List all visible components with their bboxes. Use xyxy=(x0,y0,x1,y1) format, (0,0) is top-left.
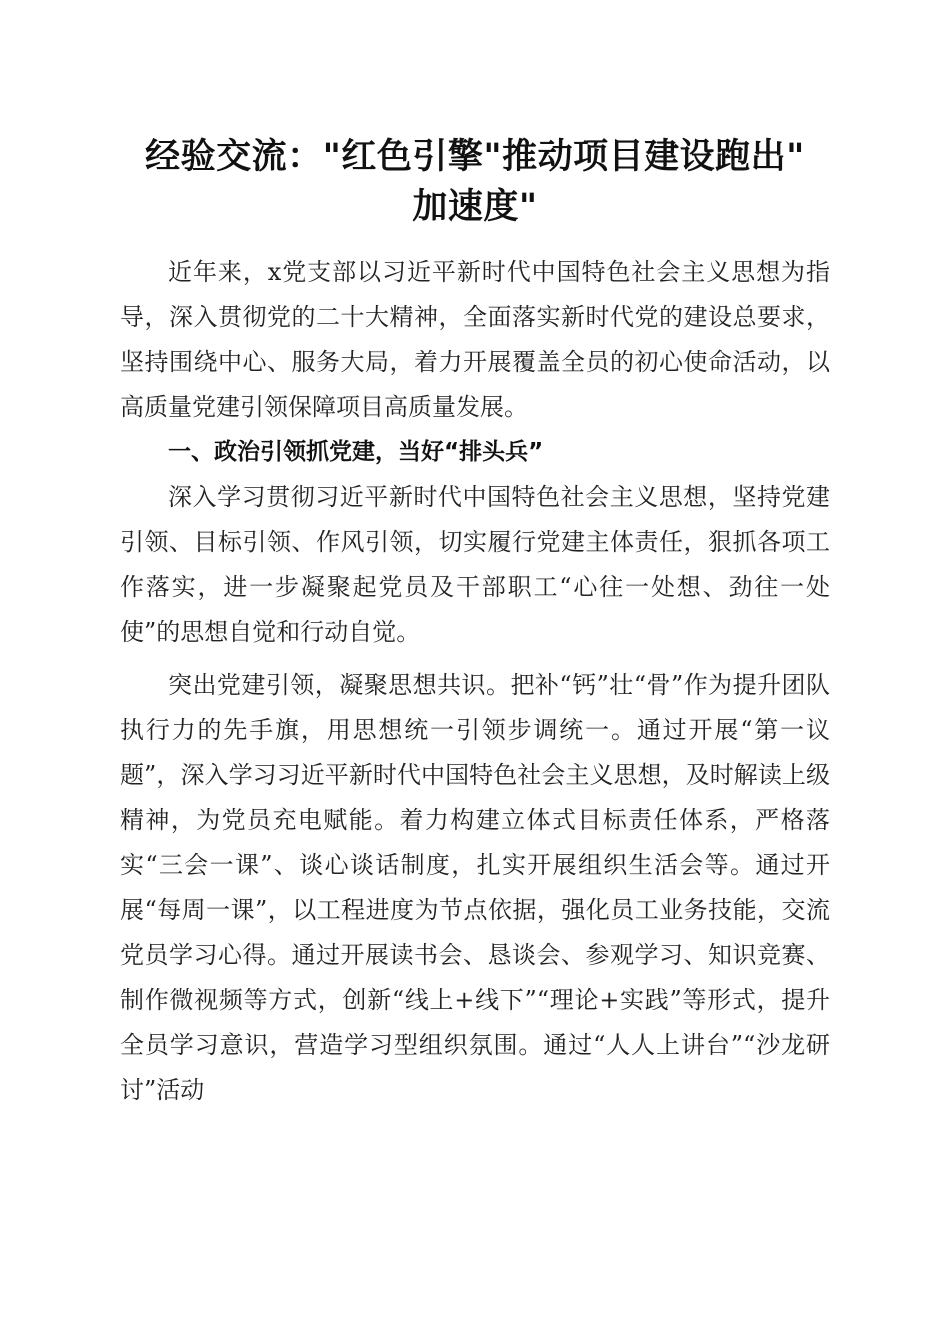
title-line-1: 经验交流："红色引擎"推动项目建设跑出" xyxy=(145,136,805,177)
document-title xyxy=(100,132,850,232)
intro-paragraph: 近年来，x党支部以习近平新时代中国特色社会主义思想为指导，深入贯彻党的二十大精神，全面落实新时代党的建设总要求，坚持围绕中心、服务大局，着力开展覆盖全员的初心使命活动，以高质量党建引领保障项目高质量发展。 xyxy=(120,258,830,421)
section-1-paragraph-2: 突出党建引领，凝聚思想共识。把补“钙”壮“骨”作为提升团队执行力的先手旗，用思想统一引领步调统一。通过开展“第一议题”，深入学习习近平新时代中国特色社会主义思想，及时解读上级精神，为党员充电赋能。着力构建立体式目标责任体系，严格落实“三会一课”、谈心谈话制度，扎实开展组织生活会等。通过开展“每周一课”，以工程进度为节点依据，强化员工业务技能，交流党员学习心得。通过开展读书会、恳谈会、参观学习、知识竞赛、制作微视频等方式，创新“线上+线下”“理论+实践”等形式，提升全员学习意识，营造学习型组织氛围。通过“人人上讲台”“沙龙研讨”活动 xyxy=(120,671,830,1104)
title-line-2: 加速度" xyxy=(412,186,538,227)
section-1-heading: 一、政治引领抓党建，当好“排头兵” xyxy=(168,439,544,465)
section-1-paragraph-1: 深入学习贯彻习近平新时代中国特色社会主义思想，坚持党建引领、目标引领、作风引领，切实履行党建主体责任，狠抓各项工作落实，进一步凝聚起党员及干部职工“心往一处想、劲往一处使”的思想自觉和行动自觉。 xyxy=(120,483,830,646)
document-body xyxy=(120,250,830,1113)
